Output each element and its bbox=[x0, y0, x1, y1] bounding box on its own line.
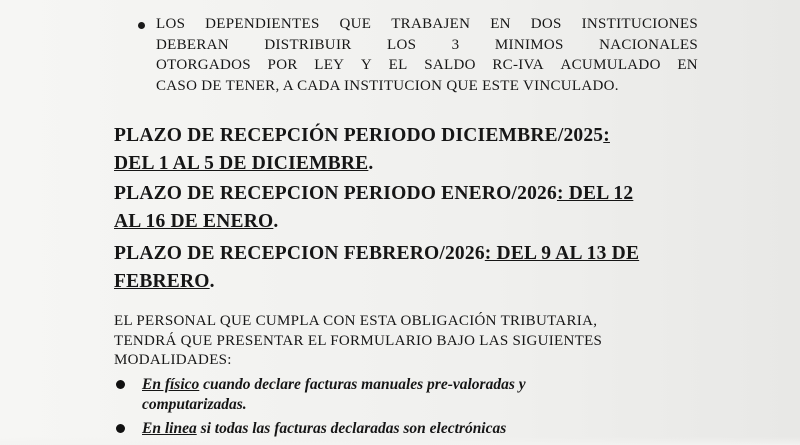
plazo-diciembre bbox=[114, 122, 694, 178]
plazo-line: PLAZO DE RECEPCION FEBRERO/2026: DEL 9 AL 13 DE bbox=[114, 243, 640, 264]
word: NACIONALES bbox=[599, 36, 698, 53]
word: DEBERAN bbox=[156, 36, 229, 53]
plazo-febrero bbox=[114, 240, 694, 296]
plazo-line: DEL 1 AL 5 DE DICIEMBRE. bbox=[114, 153, 374, 174]
plazo-line: AL 16 DE ENERO. bbox=[114, 211, 279, 232]
word: LOS bbox=[386, 36, 417, 53]
bullet-dot-icon bbox=[116, 380, 125, 389]
bullet-line bbox=[156, 35, 698, 56]
list-item: En físico cuando declare facturas manuales pre-valoradas y computarizadas. bbox=[116, 375, 696, 415]
word: MINIMOS bbox=[494, 36, 564, 53]
word: DEPENDIENTES bbox=[205, 16, 320, 32]
bullet-paragraph bbox=[138, 14, 698, 96]
word: SALDO bbox=[424, 57, 476, 73]
bullet-dot-icon bbox=[116, 424, 125, 433]
word: LOS bbox=[156, 16, 186, 32]
word: QUE bbox=[339, 16, 372, 32]
plazo-line: PLAZO DE RECEPCION PERIODO ENERO/2026: DEL 12 bbox=[114, 183, 634, 204]
body-line: TENDRÁ QUE PRESENTAR EL FORMULARIO BAJO LAS SIGUIENTES bbox=[114, 332, 603, 349]
body-line: MODALIDADES: bbox=[114, 352, 232, 368]
obligacion-paragraph bbox=[114, 312, 689, 371]
plazo-line: PLAZO DE RECEPCIÓN PERIODO DICIEMBRE/2025: bbox=[114, 125, 610, 146]
word: OTORGADOS bbox=[156, 57, 251, 73]
word: 3 bbox=[451, 36, 460, 53]
word: LEY bbox=[314, 57, 345, 73]
plazo-line: FEBRERO. bbox=[114, 271, 215, 292]
bullet-line bbox=[156, 55, 698, 76]
word: INSTITUCIONES bbox=[581, 16, 698, 32]
plazo-enero bbox=[114, 180, 694, 236]
word: EN bbox=[677, 57, 698, 73]
word: EN bbox=[490, 16, 511, 32]
list-item: En linea si todas las facturas declaradas son electrónicas bbox=[116, 419, 696, 439]
word: EL bbox=[388, 57, 408, 73]
modalidades-list bbox=[116, 375, 696, 443]
page-edge-shadow bbox=[0, 437, 800, 445]
bullet-line: CASO DE TENER, A CADA INSTITUCION QUE ESTE VINCULADO. bbox=[156, 77, 619, 94]
word: RC-IVA bbox=[492, 57, 544, 73]
word: TRABAJEN bbox=[391, 16, 471, 32]
bullet-dot-icon bbox=[138, 22, 145, 29]
word: Y bbox=[360, 57, 373, 73]
word: DOS bbox=[530, 16, 562, 32]
body-line: EL PERSONAL QUE CUMPLA CON ESTA OBLIGACIÓN TRIBUTARIA, bbox=[114, 313, 598, 329]
word: ACUMULADO bbox=[560, 57, 661, 73]
word: DISTRIBUIR bbox=[264, 36, 352, 53]
word: POR bbox=[267, 57, 298, 73]
bullet-line bbox=[156, 14, 698, 35]
